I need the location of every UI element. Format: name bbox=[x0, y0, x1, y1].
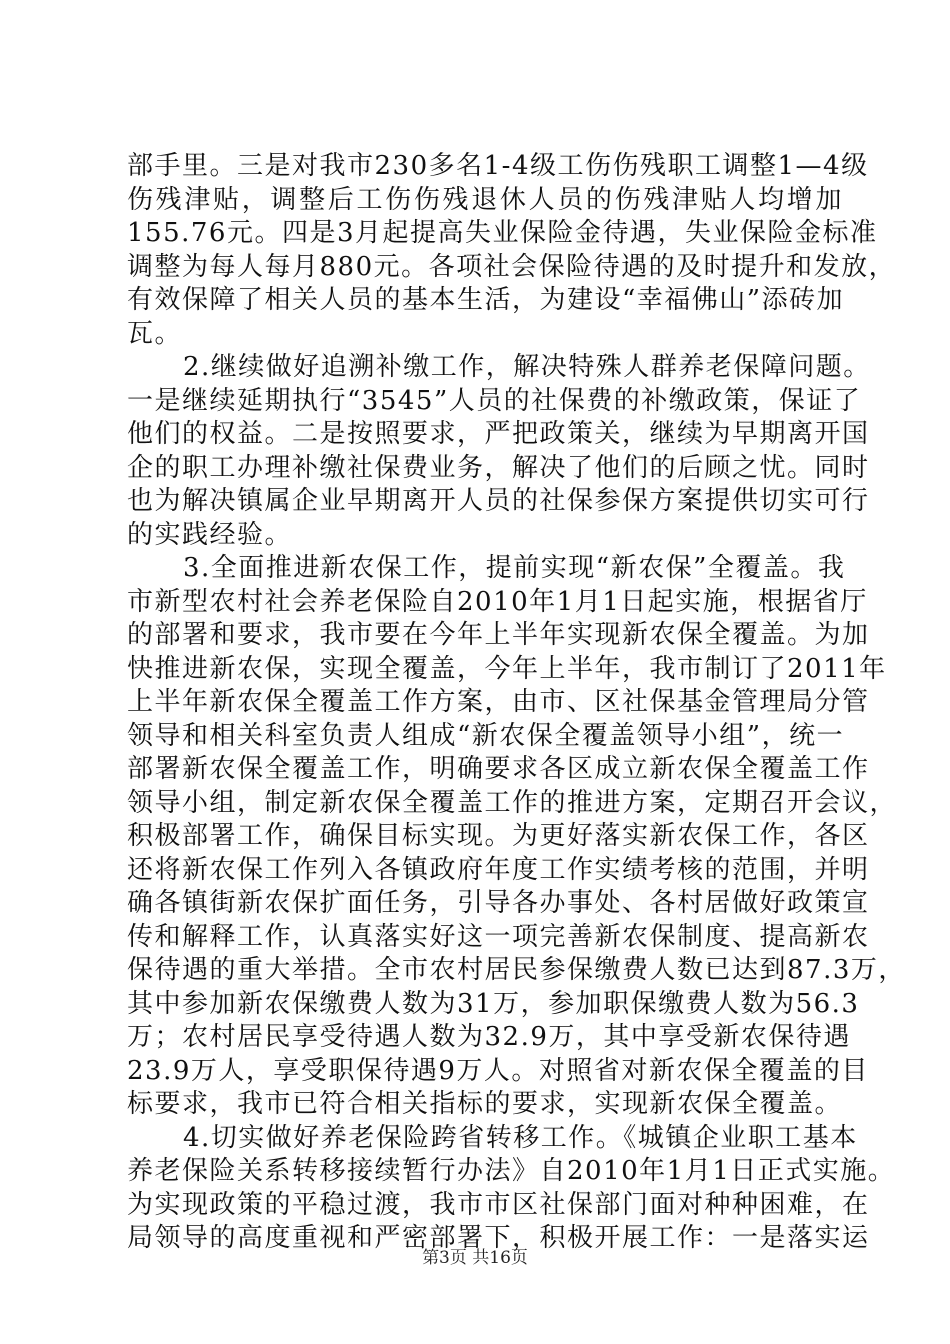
text-line: 市新型农村社会养老保险自2010年1月1日起实施，根据省厅 bbox=[127, 586, 868, 617]
text-line: 积极部署工作，确保目标实现。为更好落实新农保工作，各区 bbox=[127, 821, 870, 851]
text-line: 领导小组，制定新农保全覆盖工作的推进方案，定期召开会议， bbox=[127, 787, 898, 818]
text-line: 其中参加新农保缴费人数为31万，参加职保缴费人数为56.3 bbox=[127, 988, 860, 1019]
paragraph-start-line: 2.继续做好追溯补缴工作，解决特殊人群养老保障问题。 bbox=[183, 352, 871, 382]
text-line: 传和解释工作，认真落实好这一项完善新农保制度、提高新农 bbox=[127, 921, 870, 952]
text-line: 一是继续延期执行“3545”人员的社保费的补缴政策，保证了 bbox=[127, 385, 862, 416]
text-line: 企的职工办理补缴社保费业务，解决了他们的后顾之忧。同时 bbox=[127, 452, 870, 483]
text-line: 为实现政策的平稳过渡，我市市区社保部门面对种种困难，在 bbox=[127, 1189, 870, 1220]
text-line: 上半年新农保全覆盖工作方案，由市、区社保基金管理局分管 bbox=[127, 687, 870, 717]
text-line: 部手里。三是对我市230多名1-4级工伤伤残职工调整1—4级 bbox=[127, 151, 869, 181]
text-line: 伤残津贴，调整后工伤伤残退休人员的伤残津贴人均增加 bbox=[127, 184, 843, 215]
text-line: 确各镇街新农保扩面任务，引导各办事处、各村居做好政策宣 bbox=[127, 888, 870, 918]
text-line: 部署新农保全覆盖工作，明确要求各区成立新农保全覆盖工作 bbox=[127, 754, 870, 784]
page-number-footer: 第3页 共16页 bbox=[422, 1248, 528, 1268]
text-line: 保待遇的重大举措。全市农村居民参保缴费人数已达到87.3万， bbox=[127, 955, 906, 985]
text-line: 万；农村居民享受待遇人数为32.9万，其中享受新农保待遇 bbox=[127, 1022, 851, 1052]
text-line: 也为解决镇属企业早期离开人员的社保参保方案提供切实可行 bbox=[127, 486, 870, 516]
text-line: 瓦。 bbox=[127, 318, 183, 349]
text-line: 局领导的高度重视和严密部署下，积极开展工作：一是落实运 bbox=[127, 1223, 870, 1253]
text-line: 调整为每人每月880元。各项社会保险待遇的及时提升和发放， bbox=[127, 251, 897, 282]
text-line: 领导和相关科室负责人组成“新农保全覆盖领导小组”，统一 bbox=[127, 720, 845, 751]
paragraph-start-line: 3.全面推进新农保工作，提前实现“新农保”全覆盖。我 bbox=[183, 553, 846, 583]
paragraph-start-line: 4.切实做好养老保险跨省转移工作。《城镇企业职工基本 bbox=[183, 1122, 858, 1153]
text-line: 的实践经验。 bbox=[127, 519, 293, 550]
document-body bbox=[127, 150, 906, 1256]
text-line: 养老保险关系转移接续暂行办法》自2010年1月1日正式实施。 bbox=[127, 1156, 896, 1186]
text-line: 的部署和要求，我市要在今年上半年实现新农保全覆盖。为加 bbox=[127, 620, 870, 650]
text-line: 快推进新农保，实现全覆盖，今年上半年，我市制订了2011年 bbox=[127, 653, 887, 684]
text-line: 23.9万人，享受职保待遇9万人。对照省对新农保全覆盖的目 bbox=[127, 1055, 869, 1086]
text-line: 标要求，我市已符合相关指标的要求，实现新农保全覆盖。 bbox=[127, 1089, 843, 1119]
text-line: 还将新农保工作列入各镇政府年度工作实绩考核的范围，并明 bbox=[127, 854, 870, 885]
text-line: 有效保障了相关人员的基本生活，为建设“幸福佛山”添砖加 bbox=[127, 285, 845, 315]
text-line: 他们的权益。二是按照要求，严把政策关，继续为早期离开国 bbox=[127, 419, 870, 449]
text-line: 155.76元。四是3月起提高失业保险金待遇，失业保险金标准 bbox=[127, 218, 878, 248]
